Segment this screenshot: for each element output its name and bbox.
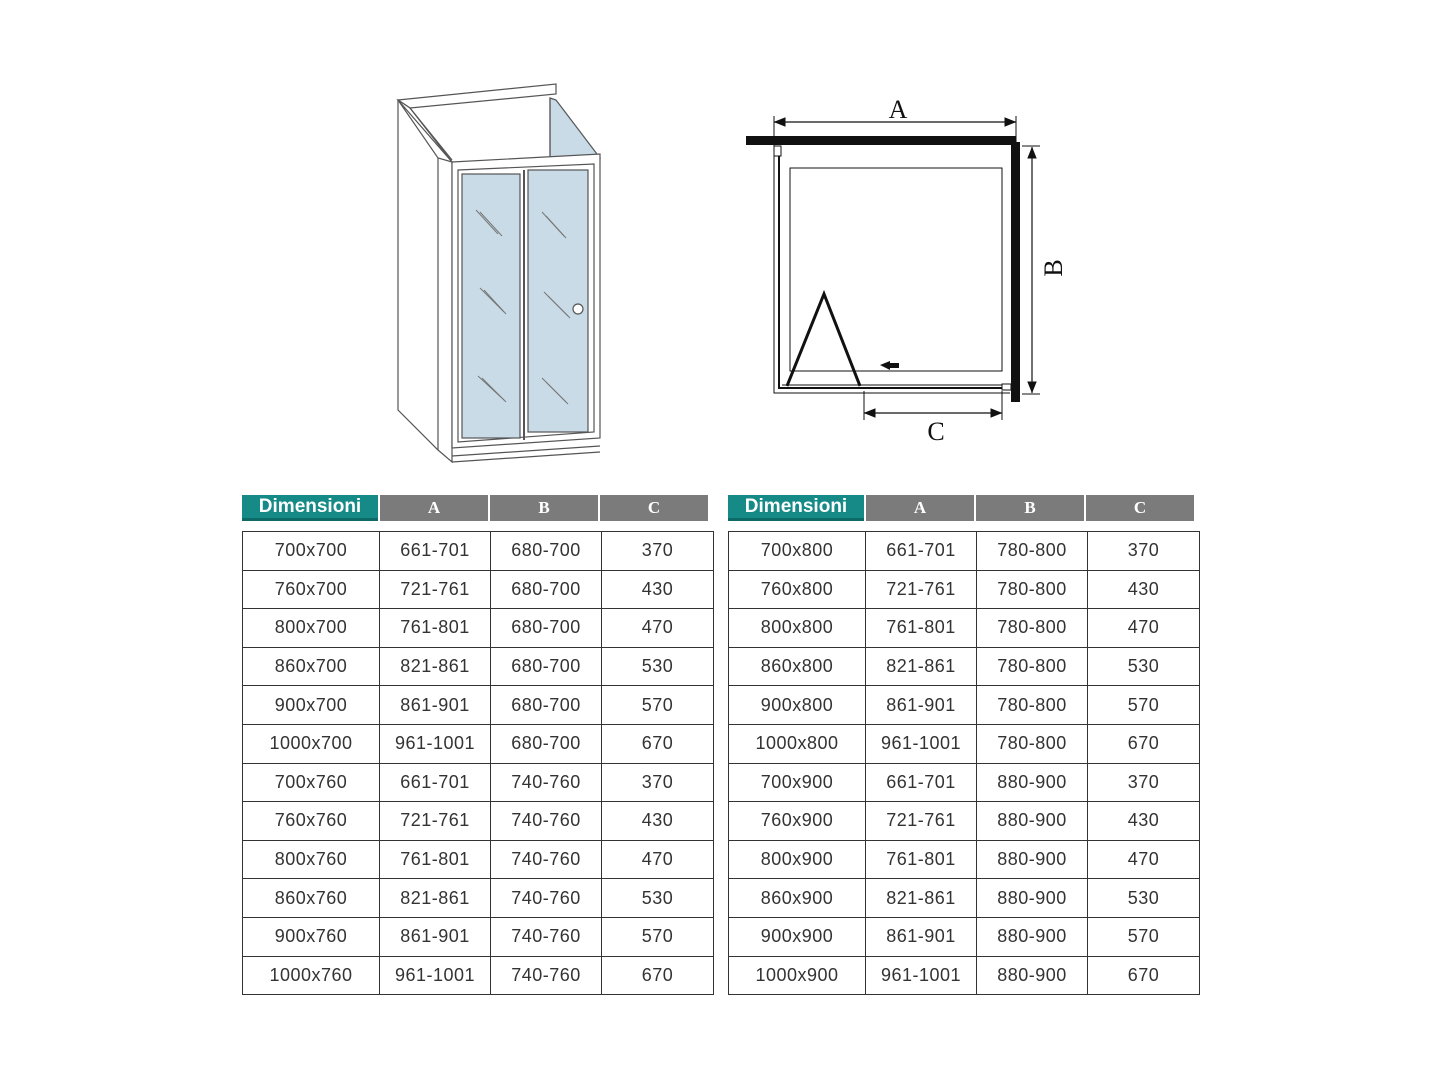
plan-view-diagram bbox=[730, 80, 1090, 460]
cell-dimensioni: 1000x760 bbox=[243, 956, 380, 995]
table-row bbox=[729, 570, 1200, 609]
cell-b: 740-760 bbox=[491, 840, 602, 879]
cell-dimensioni: 900x700 bbox=[243, 686, 380, 725]
cell-a: 861-901 bbox=[866, 917, 977, 956]
cell-dimensioni: 700x700 bbox=[243, 532, 380, 571]
table-body bbox=[728, 531, 1200, 995]
cell-c: 530 bbox=[602, 647, 714, 686]
cell-b: 780-800 bbox=[977, 686, 1088, 725]
cell-dimensioni: 700x800 bbox=[729, 532, 866, 571]
cell-a: 761-801 bbox=[866, 609, 977, 648]
cell-a: 761-801 bbox=[866, 840, 977, 879]
table-row bbox=[729, 763, 1200, 802]
table-row bbox=[243, 840, 714, 879]
header-b: B bbox=[976, 495, 1084, 521]
table-row bbox=[729, 724, 1200, 763]
cell-c: 430 bbox=[1088, 802, 1200, 841]
cell-dimensioni: 760x700 bbox=[243, 570, 380, 609]
cell-b: 740-760 bbox=[491, 763, 602, 802]
cell-b: 880-900 bbox=[977, 917, 1088, 956]
cell-a: 861-901 bbox=[866, 686, 977, 725]
table-row bbox=[243, 917, 714, 956]
cell-a: 761-801 bbox=[380, 840, 491, 879]
cell-dimensioni: 800x760 bbox=[243, 840, 380, 879]
cell-dimensioni: 760x760 bbox=[243, 802, 380, 841]
cell-a: 961-1001 bbox=[866, 956, 977, 995]
table-row bbox=[243, 532, 714, 571]
cell-a: 721-761 bbox=[380, 570, 491, 609]
cell-a: 661-701 bbox=[380, 763, 491, 802]
cell-b: 780-800 bbox=[977, 724, 1088, 763]
cell-c: 370 bbox=[602, 763, 714, 802]
cell-dimensioni: 900x900 bbox=[729, 917, 866, 956]
table-row bbox=[243, 647, 714, 686]
cell-dimensioni: 860x800 bbox=[729, 647, 866, 686]
cell-b: 780-800 bbox=[977, 647, 1088, 686]
header-dimensioni: Dimensioni bbox=[728, 495, 864, 521]
cell-b: 680-700 bbox=[491, 647, 602, 686]
cell-c: 370 bbox=[1088, 763, 1200, 802]
door-handle-icon bbox=[573, 304, 583, 314]
dimensions-table-right bbox=[728, 495, 1200, 995]
cell-a: 961-1001 bbox=[380, 956, 491, 995]
cell-a: 661-701 bbox=[380, 532, 491, 571]
cell-c: 430 bbox=[602, 802, 714, 841]
cell-b: 680-700 bbox=[491, 570, 602, 609]
cell-dimensioni: 800x700 bbox=[243, 609, 380, 648]
cell-b: 680-700 bbox=[491, 724, 602, 763]
cell-dimensioni: 860x700 bbox=[243, 647, 380, 686]
cell-b: 780-800 bbox=[977, 609, 1088, 648]
table-row bbox=[243, 724, 714, 763]
cell-a: 721-761 bbox=[380, 802, 491, 841]
cell-a: 961-1001 bbox=[866, 724, 977, 763]
header-a: A bbox=[380, 495, 488, 521]
cell-dimensioni: 860x760 bbox=[243, 879, 380, 918]
table-row bbox=[729, 840, 1200, 879]
header-dimensioni: Dimensioni bbox=[242, 495, 378, 521]
table-row bbox=[243, 609, 714, 648]
cell-c: 670 bbox=[1088, 724, 1200, 763]
table-row bbox=[729, 879, 1200, 918]
cell-c: 370 bbox=[1088, 532, 1200, 571]
cell-a: 861-901 bbox=[380, 686, 491, 725]
cell-b: 880-900 bbox=[977, 763, 1088, 802]
table-row bbox=[243, 686, 714, 725]
header-b: B bbox=[490, 495, 598, 521]
cell-c: 470 bbox=[602, 609, 714, 648]
cell-b: 740-760 bbox=[491, 917, 602, 956]
cell-a: 861-901 bbox=[380, 917, 491, 956]
cell-b: 880-900 bbox=[977, 802, 1088, 841]
dimension-label-b: B bbox=[1039, 259, 1068, 277]
table-row bbox=[729, 802, 1200, 841]
cell-c: 570 bbox=[602, 917, 714, 956]
table-row bbox=[729, 532, 1200, 571]
table-row bbox=[243, 802, 714, 841]
cell-dimensioni: 700x760 bbox=[243, 763, 380, 802]
cell-b: 780-800 bbox=[977, 532, 1088, 571]
cell-dimensioni: 700x900 bbox=[729, 763, 866, 802]
cell-b: 740-760 bbox=[491, 879, 602, 918]
table-header bbox=[242, 495, 714, 521]
shower-enclosure-illustration bbox=[380, 70, 620, 470]
table-row bbox=[729, 686, 1200, 725]
cell-c: 570 bbox=[1088, 917, 1200, 956]
cell-a: 961-1001 bbox=[380, 724, 491, 763]
cell-dimensioni: 800x800 bbox=[729, 609, 866, 648]
cell-c: 670 bbox=[602, 956, 714, 995]
cell-c: 670 bbox=[1088, 956, 1200, 995]
cell-dimensioni: 860x900 bbox=[729, 879, 866, 918]
cell-dimensioni: 1000x800 bbox=[729, 724, 866, 763]
cell-dimensioni: 1000x900 bbox=[729, 956, 866, 995]
table-row bbox=[729, 917, 1200, 956]
cell-b: 680-700 bbox=[491, 609, 602, 648]
cell-c: 570 bbox=[1088, 686, 1200, 725]
cell-c: 370 bbox=[602, 532, 714, 571]
cell-dimensioni: 900x760 bbox=[243, 917, 380, 956]
cell-c: 470 bbox=[602, 840, 714, 879]
cell-a: 661-701 bbox=[866, 763, 977, 802]
cell-dimensioni: 1000x700 bbox=[243, 724, 380, 763]
cell-c: 430 bbox=[1088, 570, 1200, 609]
cell-b: 740-760 bbox=[491, 802, 602, 841]
cell-dimensioni: 760x900 bbox=[729, 802, 866, 841]
table-row bbox=[243, 879, 714, 918]
cell-a: 721-761 bbox=[866, 570, 977, 609]
table-header bbox=[728, 495, 1200, 521]
cell-dimensioni: 800x900 bbox=[729, 840, 866, 879]
table-row bbox=[243, 570, 714, 609]
cell-b: 680-700 bbox=[491, 686, 602, 725]
cell-c: 430 bbox=[602, 570, 714, 609]
table-row bbox=[729, 956, 1200, 995]
cell-b: 880-900 bbox=[977, 956, 1088, 995]
table-row bbox=[729, 647, 1200, 686]
cell-dimensioni: 760x800 bbox=[729, 570, 866, 609]
cell-c: 530 bbox=[602, 879, 714, 918]
cell-a: 721-761 bbox=[866, 802, 977, 841]
dimension-label-c: C bbox=[927, 417, 945, 446]
cell-a: 821-861 bbox=[866, 879, 977, 918]
cell-a: 821-861 bbox=[380, 647, 491, 686]
cell-c: 570 bbox=[602, 686, 714, 725]
table-row bbox=[243, 956, 714, 995]
cell-b: 780-800 bbox=[977, 570, 1088, 609]
cell-b: 880-900 bbox=[977, 840, 1088, 879]
cell-a: 821-861 bbox=[866, 647, 977, 686]
cell-a: 761-801 bbox=[380, 609, 491, 648]
cell-b: 880-900 bbox=[977, 879, 1088, 918]
cell-b: 680-700 bbox=[491, 532, 602, 571]
cell-a: 661-701 bbox=[866, 532, 977, 571]
cell-c: 670 bbox=[602, 724, 714, 763]
table-row bbox=[729, 609, 1200, 648]
cell-b: 740-760 bbox=[491, 956, 602, 995]
cell-dimensioni: 900x800 bbox=[729, 686, 866, 725]
table-body bbox=[242, 531, 714, 995]
cell-c: 530 bbox=[1088, 647, 1200, 686]
dimensions-table-left bbox=[242, 495, 714, 995]
cell-c: 530 bbox=[1088, 879, 1200, 918]
dimension-label-a: A bbox=[888, 95, 908, 124]
cell-a: 821-861 bbox=[380, 879, 491, 918]
header-c: C bbox=[600, 495, 708, 521]
table-row bbox=[243, 763, 714, 802]
header-a: A bbox=[866, 495, 974, 521]
header-c: C bbox=[1086, 495, 1194, 521]
cell-c: 470 bbox=[1088, 609, 1200, 648]
cell-c: 470 bbox=[1088, 840, 1200, 879]
